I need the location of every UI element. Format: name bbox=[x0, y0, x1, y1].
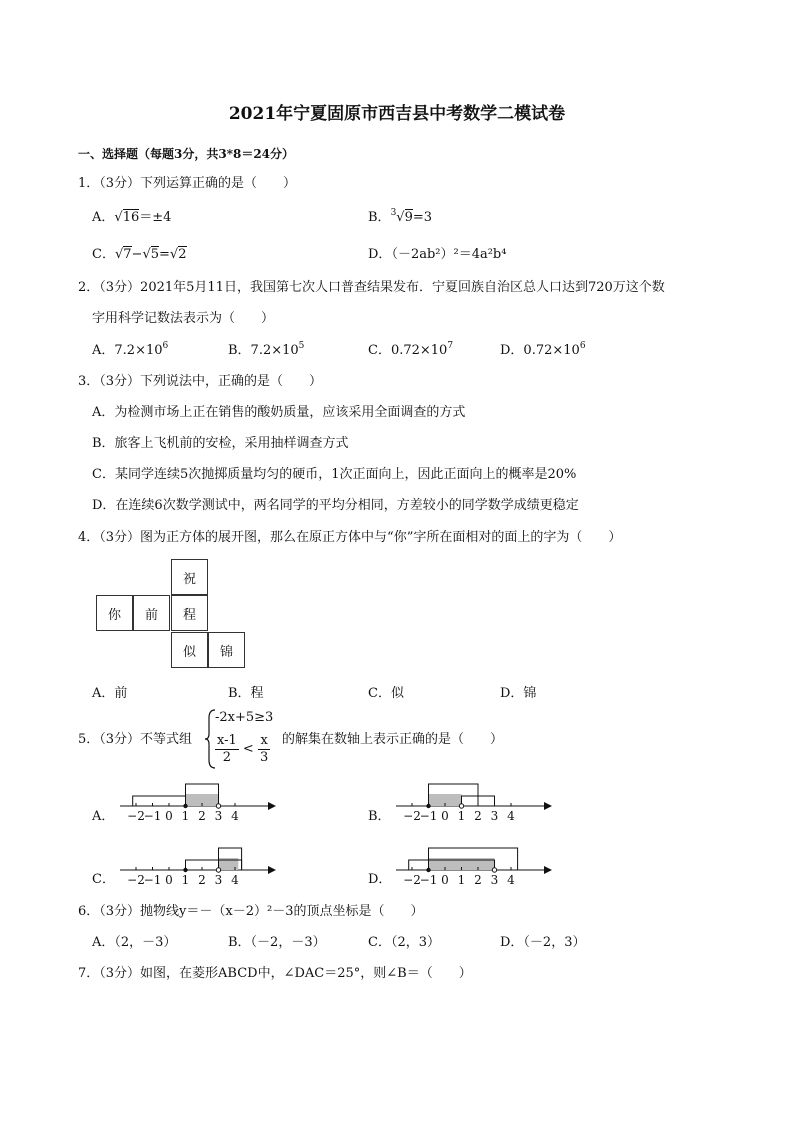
net-cell-qian: 前 bbox=[133, 595, 170, 631]
point-filled bbox=[426, 868, 430, 872]
sqrt-icon: √ bbox=[169, 247, 179, 262]
section-heading: 一、选择题（每题3分，共3*8＝24分） bbox=[78, 147, 295, 161]
q4-option-a: A．前 bbox=[92, 686, 128, 701]
q2-a-exp: 6 bbox=[162, 341, 169, 351]
point-open bbox=[492, 868, 496, 872]
tick-label: 2 bbox=[198, 873, 206, 886]
tick-label: 0 bbox=[441, 873, 449, 886]
point-open bbox=[216, 868, 220, 872]
q1-a-radicand: 16 bbox=[122, 210, 140, 225]
q5-frac2-num: x bbox=[258, 733, 270, 750]
q6-option-c: C．（2，3） bbox=[368, 935, 440, 950]
tick-label: 4 bbox=[507, 809, 515, 822]
q4-option-c: C．似 bbox=[368, 686, 404, 701]
number-line-a bbox=[118, 776, 278, 822]
q6-option-b: B．（－2，－3） bbox=[228, 935, 326, 950]
tick-label: −1 bbox=[143, 809, 162, 822]
page-title: 2021年宁夏固原市西吉县中考数学二模试卷 bbox=[228, 104, 566, 124]
q2-option-a bbox=[92, 341, 169, 358]
q5-frac2-den: 3 bbox=[259, 749, 269, 765]
point-open bbox=[216, 804, 220, 808]
point-open bbox=[459, 804, 463, 808]
q1-a-label: A． bbox=[92, 210, 115, 225]
q5-inequality-2 bbox=[215, 733, 270, 765]
tick-label: 3 bbox=[214, 873, 223, 886]
sqrt-icon: √ bbox=[114, 210, 123, 225]
question-2-stem-line1: 2．（3分）2021年5月11日，我国第七次人口普查结果发布．宁夏回族自治区总人口达到720万这个数 bbox=[78, 280, 665, 295]
q3-option-a: A．为检测市场上正在销售的酸奶质量，应该采用全面调查的方式 bbox=[92, 405, 466, 420]
q1-option-d bbox=[368, 248, 506, 261]
q4-option-d: D．锦 bbox=[500, 686, 537, 701]
q1-c-label: C． bbox=[92, 247, 115, 262]
tick-label: 2 bbox=[474, 873, 482, 886]
q1-a-rest: ＝±4 bbox=[139, 210, 172, 225]
q1-option-b bbox=[368, 208, 433, 225]
tick-label: 1 bbox=[457, 873, 466, 886]
q2-a-text: A．7.2×10 bbox=[92, 343, 163, 358]
q2-option-d bbox=[500, 341, 586, 358]
net-cell-zhu: 祝 bbox=[171, 559, 208, 595]
bracket-line bbox=[133, 796, 186, 806]
tick-label: 1 bbox=[181, 809, 190, 822]
q2-c-text: C．0.72×10 bbox=[368, 343, 448, 358]
number-line-c bbox=[118, 840, 278, 886]
q1-b-index: 3 bbox=[390, 208, 397, 218]
q1-b-label: B． bbox=[368, 210, 391, 225]
q5-option-d-label: D． bbox=[368, 872, 392, 887]
q5-option-a-label: A． bbox=[92, 809, 115, 824]
tick-label: −2 bbox=[403, 809, 421, 822]
point-filled bbox=[183, 804, 187, 808]
q1-c-r1: 7 bbox=[123, 247, 132, 262]
number-line-b bbox=[394, 776, 554, 822]
q1-c-r2: 5 bbox=[150, 247, 160, 262]
q5-frac1-den: 2 bbox=[222, 749, 232, 765]
arrow-icon bbox=[268, 866, 276, 874]
question-2-stem-line2: 字用科学记数法表示为（ ） bbox=[92, 311, 275, 326]
q2-d-text: D．0.72×10 bbox=[500, 343, 580, 358]
q6-option-d: D．（－2，3） bbox=[500, 935, 586, 950]
tick-label: 4 bbox=[507, 873, 515, 886]
tick-label: 1 bbox=[181, 873, 190, 886]
arrow-icon bbox=[268, 802, 276, 810]
tick-label: −1 bbox=[419, 873, 438, 886]
q3-option-d: D．在连续6次数学测试中，两名同学的平均分相同，方差较小的同学数学成绩更稳定 bbox=[92, 498, 579, 513]
tick-label: 1 bbox=[457, 809, 466, 822]
tick-label: −2 bbox=[127, 873, 145, 886]
q5-frac1-num: x-1 bbox=[217, 733, 237, 748]
q2-b-text: B．7.2×10 bbox=[228, 343, 299, 358]
net-cell-si: 似 bbox=[171, 632, 208, 668]
tick-label: 3 bbox=[490, 873, 499, 886]
q5-fraction-1 bbox=[215, 733, 239, 765]
q1-d-text: （－2ab²）²＝4a²b⁴ bbox=[391, 247, 507, 262]
question-5-suffix: 的解集在数轴上表示正确的是（ ） bbox=[282, 732, 504, 747]
tick-label: 2 bbox=[474, 809, 482, 822]
q5-option-b-label: B． bbox=[368, 809, 391, 824]
q1-b-rest: =3 bbox=[412, 210, 433, 225]
q1-option-c bbox=[92, 248, 187, 261]
q1-c-eq: = bbox=[159, 247, 170, 262]
q1-b-radicand: 9 bbox=[404, 210, 413, 225]
sqrt-icon: √ bbox=[114, 247, 124, 262]
q1-c-op: − bbox=[131, 247, 143, 262]
q3-option-c: C．某同学连续5次抛掷质量均匀的硬币，1次正面向上，因此正面向上的概率是20% bbox=[92, 467, 577, 482]
tick-label: −1 bbox=[143, 873, 162, 886]
tick-label: 4 bbox=[231, 873, 239, 886]
tick-label: −2 bbox=[403, 873, 421, 886]
net-cell-jin: 锦 bbox=[208, 632, 245, 668]
arrow-icon bbox=[544, 866, 552, 874]
q2-d-exp: 6 bbox=[579, 341, 586, 351]
q5-inequality-1: -2x+5≥3 bbox=[215, 710, 274, 725]
q2-b-exp: 5 bbox=[298, 341, 305, 351]
tick-label: 0 bbox=[441, 809, 449, 822]
arrow-icon bbox=[544, 802, 552, 810]
q2-option-b bbox=[228, 341, 305, 358]
tick-label: 4 bbox=[231, 809, 239, 822]
tick-label: 0 bbox=[165, 809, 173, 822]
q5-less-than: < bbox=[242, 741, 254, 757]
tick-label: 3 bbox=[490, 809, 499, 822]
question-5-prefix: 5．（3分）不等式组 bbox=[78, 732, 193, 747]
point-filled bbox=[183, 868, 187, 872]
tick-label: 3 bbox=[214, 809, 223, 822]
tick-label: −1 bbox=[419, 809, 438, 822]
net-cell-ni: 你 bbox=[96, 595, 133, 631]
tick-label: 0 bbox=[165, 873, 173, 886]
net-cell-cheng: 程 bbox=[171, 595, 208, 631]
tick-label: 2 bbox=[198, 809, 206, 822]
q1-d-label: D． bbox=[368, 247, 392, 262]
question-4-stem: 4．（3分）图为正方体的展开图，那么在原正方体中与“你”字所在面相对的面上的字为（ ） bbox=[78, 530, 622, 545]
q1-option-a bbox=[92, 211, 171, 224]
q4-option-b: B．程 bbox=[228, 686, 264, 701]
q5-fraction-2 bbox=[258, 733, 270, 765]
q1-c-r3: 2 bbox=[178, 247, 187, 262]
question-3-stem: 3．（3分）下列说法中，正确的是（ ） bbox=[78, 374, 323, 389]
q3-option-b: B．旅客上飞机前的安检，采用抽样调查方式 bbox=[92, 436, 349, 451]
question-7-stem: 7．（3分）如图，在菱形ABCD中，∠DAC＝25°，则∠B＝（ ） bbox=[78, 966, 472, 981]
q2-c-exp: 7 bbox=[447, 341, 454, 351]
q6-option-a: A．（2，－3） bbox=[92, 935, 177, 950]
sqrt-icon: √ bbox=[142, 247, 151, 262]
question-6-stem: 6．（3分）抛物线y＝－（x－2）²－3的顶点坐标是（ ） bbox=[78, 904, 424, 919]
point-filled bbox=[426, 804, 430, 808]
q5-option-c-label: C． bbox=[92, 872, 115, 887]
q2-option-c bbox=[368, 341, 454, 358]
number-line-d bbox=[394, 840, 554, 886]
sqrt-icon: √ bbox=[396, 210, 405, 225]
question-1-stem: 1．（3分）下列运算正确的是（ ） bbox=[78, 176, 297, 191]
tick-label: −2 bbox=[127, 809, 145, 822]
